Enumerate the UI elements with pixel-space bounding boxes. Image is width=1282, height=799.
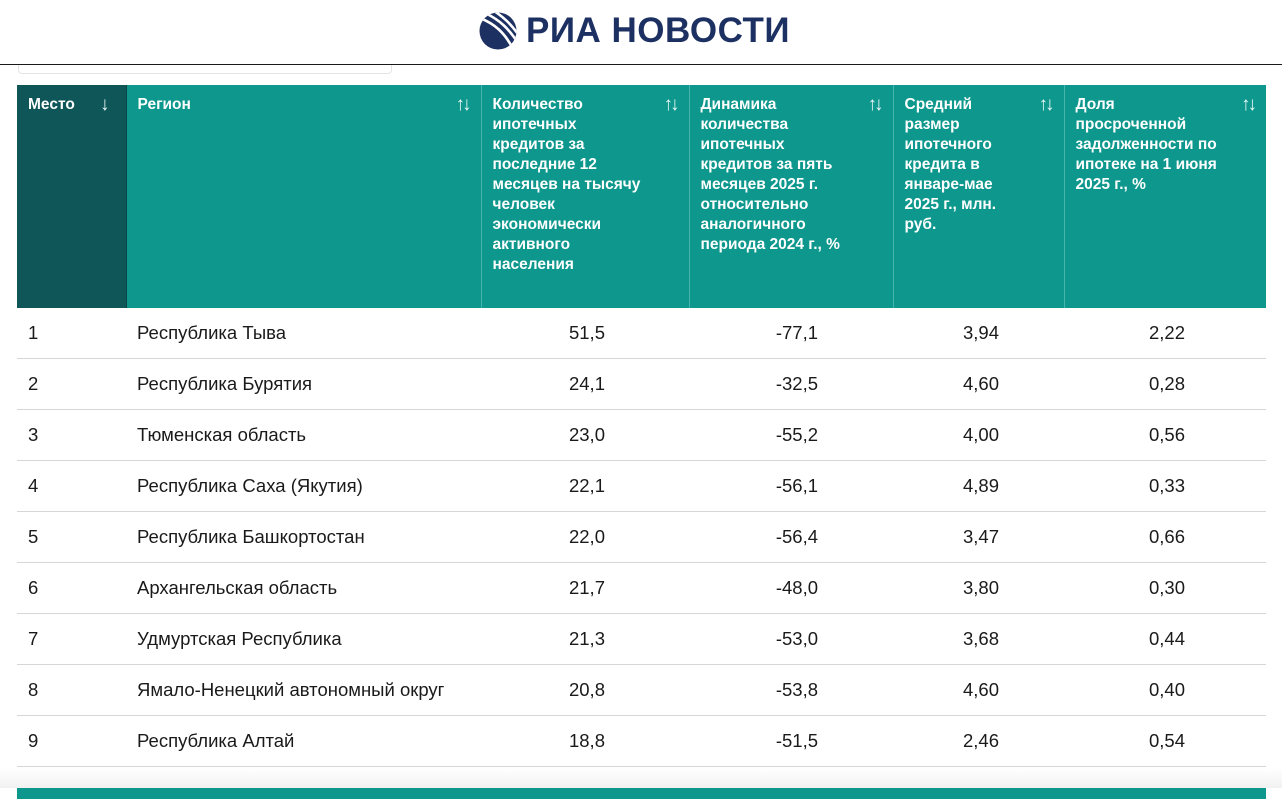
loans-per-thousand-cell: 21,7 bbox=[481, 563, 689, 614]
average-loan-cell: 3,94 bbox=[893, 308, 1064, 359]
overdue-share-cell: 2,22 bbox=[1064, 308, 1266, 359]
table-row bbox=[17, 410, 1266, 461]
search-box-edge bbox=[18, 65, 392, 74]
column-header-label: Количество ипотечных кредитов за последние 12 месяцев на тысячу человек экономически активного населения bbox=[492, 96, 641, 273]
rank-cell: 6 bbox=[17, 563, 126, 614]
sort-desc-icon[interactable]: ↓ bbox=[100, 94, 110, 115]
column-header-region[interactable] bbox=[126, 85, 481, 308]
loans-per-thousand-cell: 22,1 bbox=[481, 461, 689, 512]
table-header-row bbox=[17, 85, 1266, 308]
region-cell: Республика Саха (Якутия) bbox=[126, 461, 481, 512]
column-header-label: Регион bbox=[137, 96, 191, 113]
loans-per-thousand-cell: 23,0 bbox=[481, 410, 689, 461]
loans-per-thousand-cell: 24,1 bbox=[481, 359, 689, 410]
rank-cell: 2 bbox=[17, 359, 126, 410]
overdue-share-cell: 0,40 bbox=[1064, 665, 1266, 716]
rank-cell: 7 bbox=[17, 614, 126, 665]
table-row bbox=[17, 461, 1266, 512]
table-row bbox=[17, 716, 1266, 767]
rank-cell: 5 bbox=[17, 512, 126, 563]
average-loan-cell: 3,80 bbox=[893, 563, 1064, 614]
next-table-header-edge bbox=[17, 788, 1266, 799]
table-row bbox=[17, 308, 1266, 359]
rank-cell: 3 bbox=[17, 410, 126, 461]
rank-cell: 4 bbox=[17, 461, 126, 512]
table-row bbox=[17, 665, 1266, 716]
rank-cell: 1 bbox=[17, 308, 126, 359]
loan-dynamics-cell: -53,0 bbox=[689, 614, 893, 665]
sort-toggle-icon[interactable]: ↑↓ bbox=[867, 94, 881, 115]
average-loan-cell: 3,68 bbox=[893, 614, 1064, 665]
average-loan-cell: 3,47 bbox=[893, 512, 1064, 563]
table-row bbox=[17, 563, 1266, 614]
sort-toggle-icon[interactable]: ↑↓ bbox=[1038, 94, 1052, 115]
region-cell: Тюменская область bbox=[126, 410, 481, 461]
overdue-share-cell: 0,56 bbox=[1064, 410, 1266, 461]
region-cell: Республика Алтай bbox=[126, 716, 481, 767]
average-loan-cell: 4,60 bbox=[893, 665, 1064, 716]
column-header-label: Средний размер ипотечного кредита в январе-мае 2025 г., млн. руб. bbox=[904, 96, 997, 233]
region-cell: Ямало-Ненецкий автономный округ bbox=[126, 665, 481, 716]
column-header-loan-dynamics[interactable] bbox=[689, 85, 893, 308]
overdue-share-cell: 0,33 bbox=[1064, 461, 1266, 512]
average-loan-cell: 4,60 bbox=[893, 359, 1064, 410]
region-cell: Республика Башкортостан bbox=[126, 512, 481, 563]
sort-toggle-icon[interactable]: ↑↓ bbox=[1241, 94, 1254, 115]
rank-cell: 8 bbox=[17, 665, 126, 716]
overdue-share-cell: 0,66 bbox=[1064, 512, 1266, 563]
region-cell: Республика Бурятия bbox=[126, 359, 481, 410]
loans-per-thousand-cell: 51,5 bbox=[481, 308, 689, 359]
overdue-share-cell: 0,54 bbox=[1064, 716, 1266, 767]
table-row bbox=[17, 359, 1266, 410]
average-loan-cell: 2,46 bbox=[893, 716, 1064, 767]
mortgage-rating-table bbox=[17, 85, 1266, 767]
scroll-shadow bbox=[0, 768, 1282, 788]
loans-per-thousand-cell: 18,8 bbox=[481, 716, 689, 767]
region-cell: Архангельская область bbox=[126, 563, 481, 614]
column-header-overdue-share[interactable] bbox=[1064, 85, 1266, 308]
column-header-label: Динамика количества ипотечных кредитов за пять месяцев 2025 г. относительно аналогичного периода 2024 г., % bbox=[700, 96, 840, 253]
globe-logo-icon bbox=[478, 11, 518, 51]
loan-dynamics-cell: -56,1 bbox=[689, 461, 893, 512]
overdue-share-cell: 0,30 bbox=[1064, 563, 1266, 614]
sort-toggle-icon[interactable]: ↑↓ bbox=[663, 94, 677, 115]
loan-dynamics-cell: -53,8 bbox=[689, 665, 893, 716]
sort-toggle-icon[interactable]: ↑↓ bbox=[455, 94, 469, 115]
loan-dynamics-cell: -55,2 bbox=[689, 410, 893, 461]
site-header bbox=[0, 0, 1282, 65]
region-cell: Удмуртская Республика bbox=[126, 614, 481, 665]
loan-dynamics-cell: -77,1 bbox=[689, 308, 893, 359]
loans-per-thousand-cell: 20,8 bbox=[481, 665, 689, 716]
overdue-share-cell: 0,44 bbox=[1064, 614, 1266, 665]
column-header-label: Место bbox=[28, 96, 75, 113]
loan-dynamics-cell: -51,5 bbox=[689, 716, 893, 767]
column-header-place[interactable] bbox=[17, 85, 126, 308]
ria-logo[interactable] bbox=[478, 10, 790, 52]
loans-per-thousand-cell: 22,0 bbox=[481, 512, 689, 563]
table-row bbox=[17, 512, 1266, 563]
rank-cell: 9 bbox=[17, 716, 126, 767]
loan-dynamics-cell: -32,5 bbox=[689, 359, 893, 410]
loan-dynamics-cell: -56,4 bbox=[689, 512, 893, 563]
average-loan-cell: 4,89 bbox=[893, 461, 1064, 512]
table-row bbox=[17, 614, 1266, 665]
loan-dynamics-cell: -48,0 bbox=[689, 563, 893, 614]
column-header-label: Доля просроченной задолженности по ипотеке на 1 июня 2025 г., % bbox=[1075, 96, 1217, 193]
column-header-average-loan[interactable] bbox=[893, 85, 1064, 308]
column-header-loans-per-thousand[interactable] bbox=[481, 85, 689, 308]
logo-wordmark: РИА НОВОСТИ bbox=[526, 11, 791, 50]
overdue-share-cell: 0,28 bbox=[1064, 359, 1266, 410]
average-loan-cell: 4,00 bbox=[893, 410, 1064, 461]
region-cell: Республика Тыва bbox=[126, 308, 481, 359]
loans-per-thousand-cell: 21,3 bbox=[481, 614, 689, 665]
